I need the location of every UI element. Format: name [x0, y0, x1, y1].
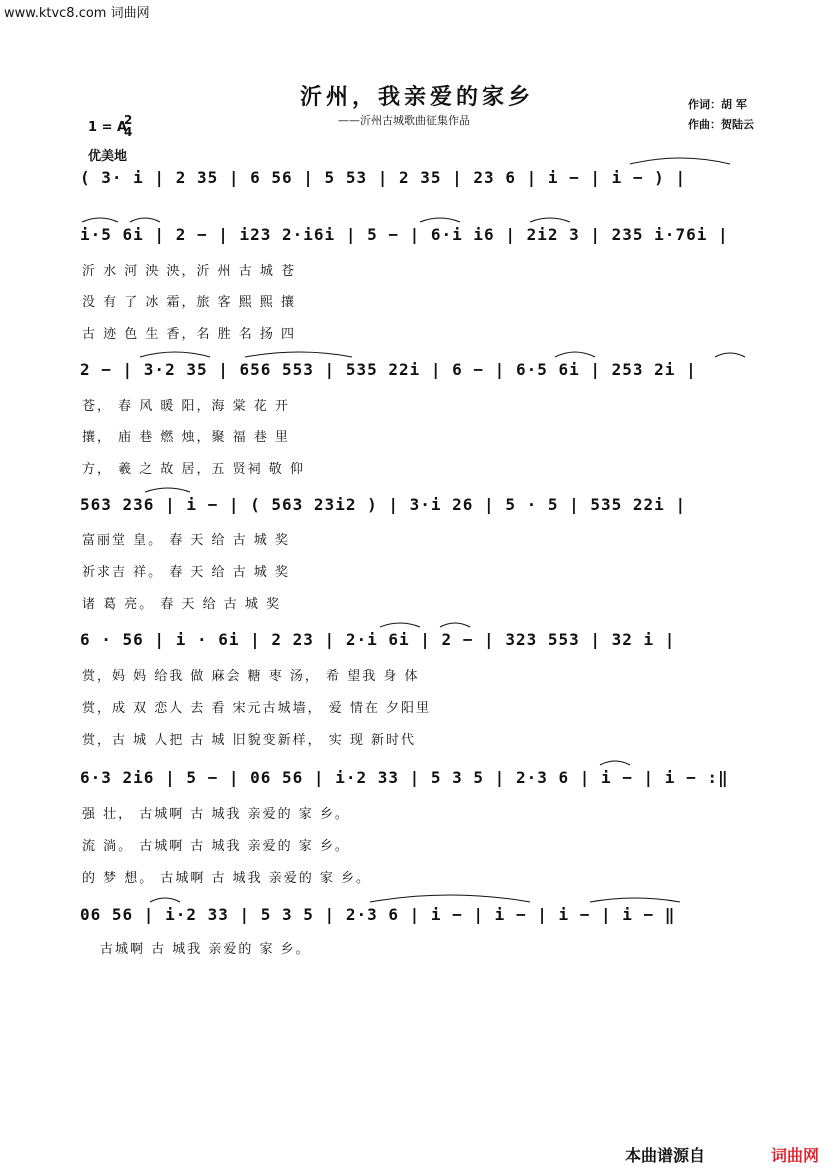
- lyric-line: 诸 葛 亮。 春 天 给 古 城 奖: [82, 597, 282, 612]
- lyric-line: 苍， 春 风 暖 阳，海 棠 花 开: [82, 399, 290, 414]
- notation-line: 6 · 56 | i · 6i | 2 23 | 2·i 6i | 2 − | 323 553 | 32 i |: [80, 630, 676, 649]
- lyric-line: 赏，成 双 恋人 去 看 宋元古城墙， 爱 情在 夕阳里: [82, 701, 432, 716]
- lyric-line: 古 迹 色 生 香，名 胜 名 扬 四: [82, 327, 297, 342]
- lyric-line: 赏，古 城 人把 古 城 旧貌变新样， 实 现 新时代: [82, 733, 417, 748]
- notation-line: 06 56 | i·2 33 | 5 3 5 | 2·3 6 | i − | i − | i − | i − ‖: [80, 905, 676, 924]
- time-signature-bottom: 4: [124, 125, 133, 139]
- lyric-line: 流 淌。 古城啊 古 城我 亲爱的 家 乡。: [82, 839, 350, 854]
- key-signature: 1 = A: [88, 120, 128, 135]
- lyric-line: 攘， 庙 巷 燃 烛，聚 福 巷 里: [82, 430, 290, 445]
- lyric-line: 赏，妈 妈 给我 做 麻会 糖 枣 汤， 希 望我 身 体: [82, 669, 420, 684]
- notation-line: ( 3· i | 2 35 | 6 56 | 5 53 | 2 35 | 23 6 | i − | i − ) |: [80, 168, 687, 187]
- lyric-line: 没 有 了 冰 霜，旅 客 熙 熙 攘: [82, 295, 297, 310]
- notation-line: 563 236 | i − | ( 563 23i2 ) | 3·i 26 | 5 · 5 | 535 22i |: [80, 495, 687, 514]
- song-title: 沂州，我亲爱的家乡: [300, 84, 535, 110]
- lyric-line: 强 壮， 古城啊 古 城我 亲爱的 家 乡。: [82, 807, 350, 822]
- notation-line: 2 − | 3·2 35 | 656 553 | 535 22i | 6 − | 6·5 6i | 253 2i |: [80, 360, 697, 379]
- lyric-line: 古城啊 古 城我 亲爱的 家 乡。: [100, 942, 311, 957]
- source-label: 本曲谱源自: [625, 1146, 706, 1165]
- lyricist-credit: 作词：胡 军: [688, 98, 747, 111]
- notation-line: i·5 6i | 2 − | i23 2·i6i | 5 − | 6·i i6 | 2i2 3 | 235 i·76i |: [80, 225, 729, 244]
- lyric-line: 的 梦 想。 古城啊 古 城我 亲爱的 家 乡。: [82, 871, 372, 886]
- composer-credit: 作曲：贺陆云: [688, 118, 754, 131]
- notation-line: 6·3 2i6 | 5 − | 06 56 | i·2 33 | 5 3 5 | 2·3 6 | i − | i − :‖: [80, 768, 729, 787]
- song-subtitle: ——沂州古城歌曲征集作品: [338, 114, 470, 127]
- tempo-marking: 优美地: [88, 149, 128, 164]
- site-watermark: www.ktvc8.com 词曲网: [4, 6, 150, 21]
- lyric-line: 方， 羲 之 故 居，五 贤祠 敬 仰: [82, 462, 305, 477]
- lyric-line: 祈求吉 祥。 春 天 给 古 城 奖: [82, 565, 290, 580]
- brand-logo: 词曲网: [771, 1146, 820, 1165]
- lyric-line: 富丽堂 皇。 春 天 给 古 城 奖: [82, 533, 290, 548]
- time-signature-top: 2: [124, 113, 133, 127]
- lyric-line: 沂 水 河 泱 泱，沂 州 古 城 苍: [82, 264, 297, 279]
